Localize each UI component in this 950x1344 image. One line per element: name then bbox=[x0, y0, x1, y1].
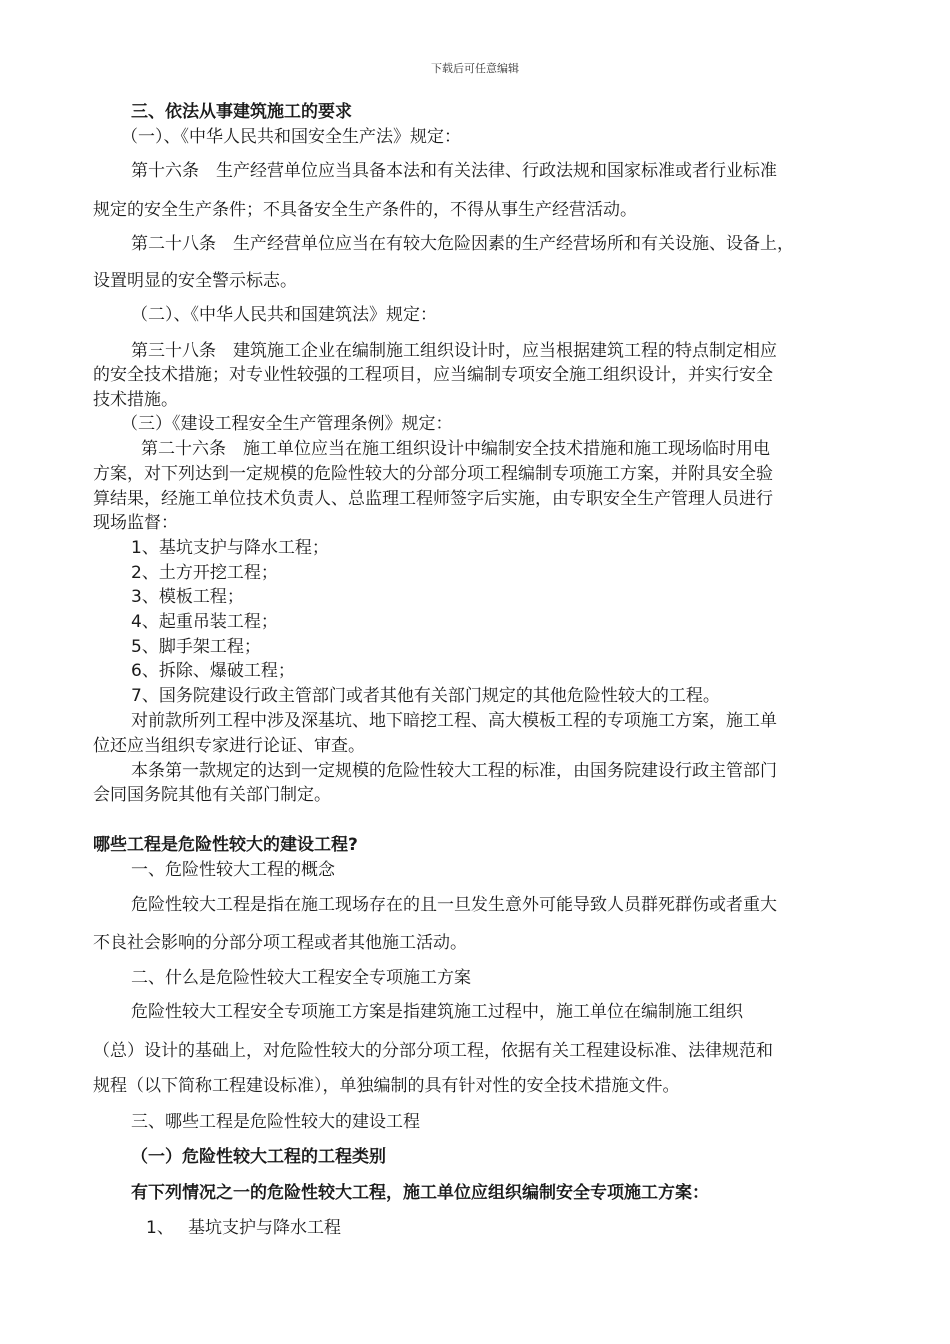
list-item: 6、拆除、爆破工程； bbox=[131, 661, 295, 681]
paragraph-expert-review-line-1: 对前款所列工程中涉及深基坑、地下暗挖工程、高大模板工程的专项施工方案，施工单 bbox=[131, 711, 777, 731]
law-heading-safety-production: （一）、《中华人民共和国安全生产法》规定： bbox=[121, 127, 461, 147]
special-plan-line-1: 危险性较大工程安全专项施工方案是指建筑施工过程中，施工单位在编制施工组织 bbox=[131, 1002, 743, 1022]
law-heading-construction: （二）、《中华人民共和国建筑法》规定： bbox=[131, 305, 437, 325]
list-item: 3、模板工程； bbox=[131, 587, 244, 607]
project-category-heading: （一）危险性较大工程的工程类别 bbox=[131, 1147, 386, 1167]
requirement-statement: 有下列情况之一的危险性较大工程，施工单位应组织编制安全专项施工方案： bbox=[131, 1183, 709, 1203]
article-38-line-3: 技术措施。 bbox=[93, 390, 178, 410]
paragraph-standards-line-2: 会同国务院其他有关部门制定。 bbox=[93, 785, 331, 805]
article-26-line-4: 现场监督： bbox=[93, 513, 178, 533]
definition-line-2: 不良社会影响的分部分项工程或者其他施工活动。 bbox=[93, 933, 467, 953]
article-26-line-3: 算结果，经施工单位技术负责人、总监理工程师签字后实施，由专职安全生产管理人员进行 bbox=[93, 489, 773, 509]
article-38-line-2: 的安全技术措施；对专业性较强的工程项目，应当编制专项安全施工组织设计，并实行安全 bbox=[93, 365, 773, 385]
list-item-text: 基坑支护与降水工程 bbox=[188, 1218, 341, 1238]
list-item: 7、国务院建设行政主管部门或者其他有关部门规定的其他危险性较大的工程。 bbox=[131, 686, 720, 706]
special-plan-line-3: 规程（以下简称工程建设标准），单独编制的具有针对性的安全技术措施文件。 bbox=[93, 1076, 680, 1096]
list-item-number: 1、 bbox=[146, 1218, 174, 1238]
article-28-line-2: 设置明显的安全警示标志。 bbox=[93, 271, 297, 291]
paragraph-expert-review-line-2: 位还应当组织专家进行论证、审查。 bbox=[93, 736, 365, 756]
project-types-heading: 三、哪些工程是危险性较大的建设工程 bbox=[131, 1112, 420, 1132]
paragraph-standards-line-1: 本条第一款规定的达到一定规模的危险性较大工程的标准，由国务院建设行政主管部门 bbox=[131, 761, 777, 781]
article-16-line-1: 第十六条 生产经营单位应当具备本法和有关法律、行政法规和国家标准或者行业标准 bbox=[131, 161, 777, 181]
article-16-line-2: 规定的安全生产条件；不具备安全生产条件的，不得从事生产经营活动。 bbox=[93, 200, 637, 220]
list-item: 1、基坑支护与降水工程； bbox=[131, 538, 329, 558]
section-title: 三、依法从事建筑施工的要求 bbox=[131, 102, 352, 122]
list-item: 4、起重吊装工程； bbox=[131, 612, 278, 632]
list-item: 5、脚手架工程； bbox=[131, 637, 261, 657]
section-question-title: 哪些工程是危险性较大的建设工程? bbox=[93, 835, 358, 855]
special-plan-heading: 二、什么是危险性较大工程安全专项施工方案 bbox=[131, 968, 471, 988]
page-header: 下载后可任意编辑 bbox=[431, 62, 519, 75]
special-plan-line-2: （总）设计的基础上，对危险性较大的分部分项工程，依据有关工程建设标准、法律规范和 bbox=[93, 1041, 773, 1061]
article-28-line-1: 第二十八条 生产经营单位应当在有较大危险因素的生产经营场所和有关设施、设备上， bbox=[131, 234, 794, 254]
article-26-line-2: 方案，对下列达到一定规模的危险性较大的分部分项工程编制专项施工方案，并附具安全验 bbox=[93, 464, 773, 484]
article-26-line-1: 第二十六条 施工单位应当在施工组织设计中编制安全技术措施和施工现场临时用电 bbox=[141, 439, 770, 459]
list-item: 2、土方开挖工程； bbox=[131, 563, 278, 583]
concept-heading: 一、危险性较大工程的概念 bbox=[131, 860, 335, 880]
article-38-line-1: 第三十八条 建筑施工企业在编制施工组织设计时，应当根据建筑工程的特点制定相应 bbox=[131, 341, 777, 361]
definition-line-1: 危险性较大工程是指在施工现场存在的且一旦发生意外可能导致人员群死群伤或者重大 bbox=[131, 895, 777, 915]
regulation-heading: （三）《建设工程安全生产管理条例》规定： bbox=[121, 414, 453, 434]
